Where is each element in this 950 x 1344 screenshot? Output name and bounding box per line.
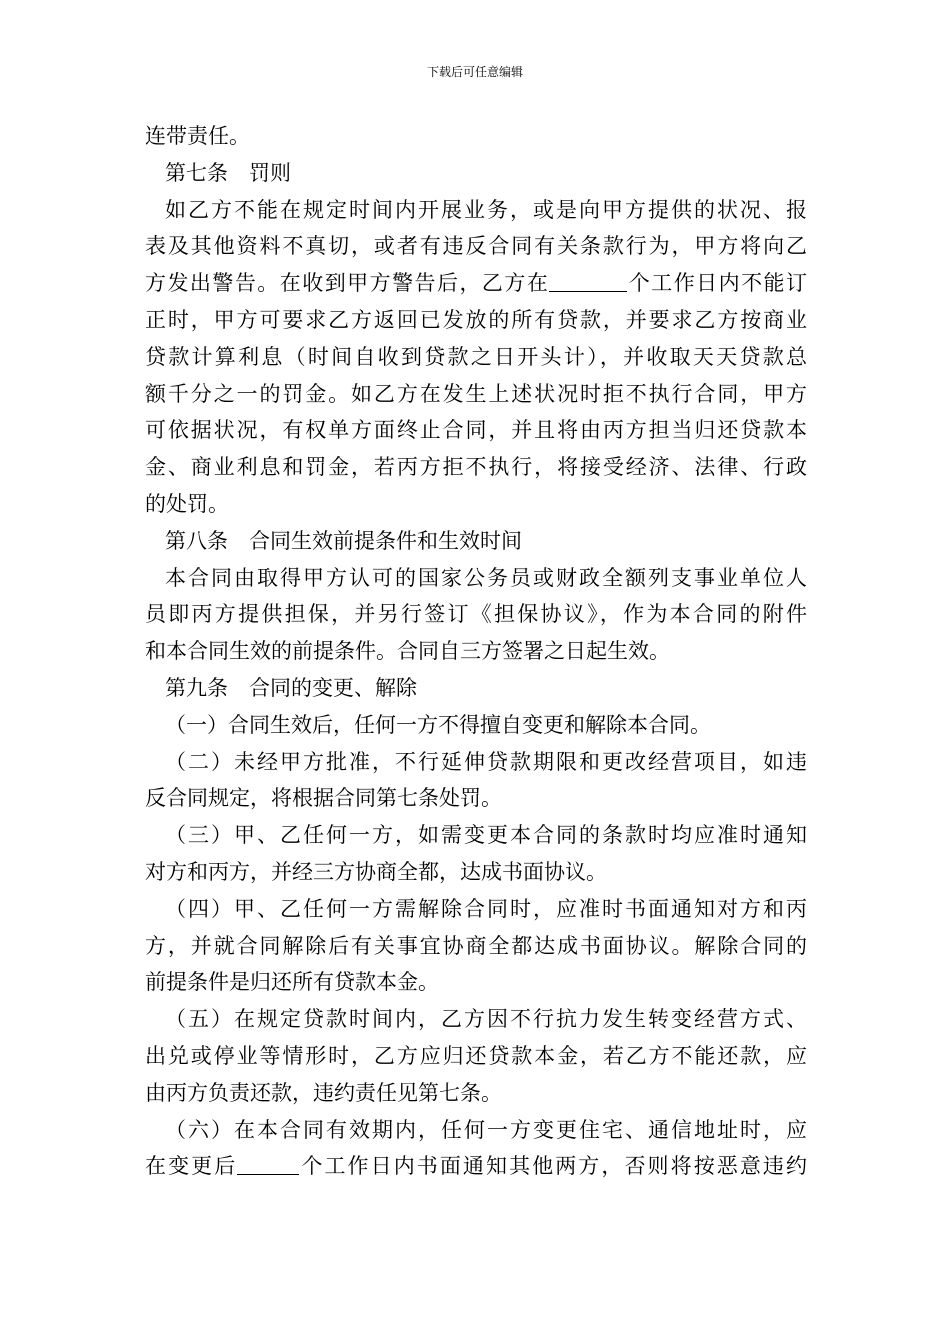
text-line: 金、商业利息和罚金，若丙方拒不执行，将接受经济、法律、行政 [145, 455, 807, 480]
page-header: 下载后可任意编辑 [426, 65, 523, 79]
text-line: 可依据状况，有权单方面终止合同，并且将由丙方担当归还贷款本 [145, 418, 807, 443]
fill-blank[interactable] [549, 269, 627, 292]
text-line: 额千分之一的罚金。如乙方在发生上述状况时拒不执行合同，甲方 [145, 381, 807, 406]
clause-line: （六）在本合同有效期内，任何一方变更住宅、通信地址时，应 [165, 1117, 807, 1142]
text-line: 前提条件是归还所有贷款本金。 [145, 970, 439, 995]
text-line: 正时，甲方可要求乙方返回已发放的所有贷款，并要求乙方按商业 [145, 307, 807, 332]
clause-line: （五）在规定贷款时间内，乙方因不行抗力发生转变经营方式、 [165, 1007, 807, 1032]
clause-line: （三）甲、乙任何一方，如需变更本合同的条款时均应准时通知 [165, 823, 807, 848]
text-line: 表及其他资料不真切，或者有违反合同有关条款行为，甲方将向乙 [145, 234, 807, 259]
clause-line: （二）未经甲方批准，不行延伸贷款期限和更改经营项目，如违 [165, 749, 807, 774]
clause-line: （一）合同生效后，任何一方不得擅自变更和解除本合同。 [165, 712, 711, 737]
article-heading: 第九条 合同的变更、解除 [165, 675, 417, 700]
text-line: 和本合同生效的前提条件。合同自三方签署之日起生效。 [145, 639, 670, 664]
text-line: 反合同规定，将根据合同第七条处罚。 [145, 786, 502, 811]
text-line: 在变更后 个工作日内书面通知其他两方，否则将按恶意违约 [145, 1154, 808, 1179]
text-line: 贷款计算利息（时间自收到贷款之日开头计），并收取天天贷款总 [145, 344, 807, 369]
document-body [145, 118, 807, 1185]
text-line: 对方和丙方，并经三方协商全都，达成书面协议。 [145, 859, 607, 884]
text-line: 连带责任。 [145, 124, 250, 148]
article-heading: 第八条 合同生效前提条件和生效时间 [165, 528, 522, 553]
text-line: 方发出警告。在收到甲方警告后，乙方在 个工作日内不能订 [145, 271, 808, 296]
text-line: 员即丙方提供担保，并另行签订《担保协议》，作为本合同的附件 [145, 602, 807, 627]
text-line: 的处罚。 [145, 491, 229, 516]
text-line: 本合同由取得甲方认可的国家公务员或财政全额列支事业单位人 [165, 565, 807, 590]
clause-line: （四）甲、乙任何一方需解除合同时，应准时书面通知对方和丙 [165, 896, 807, 921]
fill-blank[interactable] [237, 1152, 299, 1175]
text-line: 出兑或停业等情形时，乙方应归还贷款本金，若乙方不能还款，应 [145, 1043, 807, 1068]
article-heading: 第七条 罚则 [165, 160, 291, 185]
text-line: 由丙方负责还款，违约责任见第七条。 [145, 1080, 502, 1105]
text-line: 方，并就合同解除后有关事宜协商全都达成书面协议。解除合同的 [145, 933, 807, 958]
text-line: 如乙方不能在规定时间内开展业务，或是向甲方提供的状况、报 [165, 197, 807, 222]
